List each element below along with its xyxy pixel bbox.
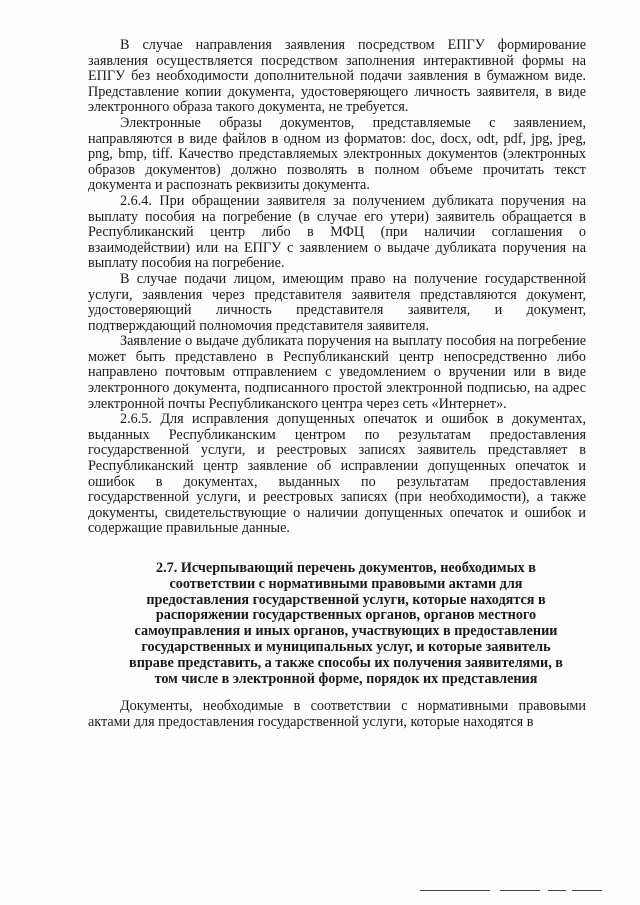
footer-line	[572, 890, 602, 891]
paragraph-2-6-4: 2.6.4. При обращении заявителя за получением дубликата поручения на выплату пособия на погребение (в случае его утери) заявитель обращается в Республиканский центр либо в МФЦ (при наличии соглашения о взаимодействии) или на ЕПГУ с заявлением о выдаче дубликата поручения на выплату пособия на погребение.	[88, 192, 586, 272]
section-heading-2-7: 2.7. Исчерпывающий перечень документов, необходимых в соответствии с нормативными правовыми актами для предоставления государственной услуги, которые находятся в распоряжении государственных органов, органов местного самоуправления и иных органов, участвующих в предоставлении государственных и муниципальных услуг, и которые заявитель вправе представить, а также способы их получения заявителями, в том числе в электронной форме, порядок их представления	[129, 560, 563, 687]
footer-line	[500, 890, 540, 891]
paragraph-duplicate-application: Заявление о выдаче дубликата поручения на выплату пособия на погребение может быть представлено в Республиканский центр непосредственно либо направлено почтовым отправлением с уведомлением о вручении или в виде электронного документа, подписанного простой электронной подписью, на адрес электронной почты Республиканского центра через сеть «Интернет».	[88, 333, 586, 412]
paragraph-electronic-formats: Электронные образы документов, представляемые с заявлением, направляются в виде файлов в одном из форматов: doc, docx, odt, pdf, jpg, jpeg, png, bmp, tiff. Качество представляемых электронных документов (электронных образов документов) должно позволять в полном объеме прочитать текст документа и распознать реквизиты документа.	[88, 114, 586, 194]
footer-line	[548, 890, 566, 891]
paragraph-representative: В случае подачи лицом, имеющим право на получение государственной услуги, заявления через представителя заявителя представляются документ, удостоверяющий личность представителя заявителя, и документ, подтверждающий полномочия представителя заявителя.	[88, 270, 586, 334]
footer-line	[420, 890, 490, 891]
document-body	[88, 38, 586, 731]
paragraph-epgu-submission: В случае направления заявления посредством ЕПГУ формирование заявления осуществляется посредством заполнения интерактивной формы на ЕПГУ без необходимости дополнительной подачи заявления в бумажном виде. Представление копии документа, удостоверяющего личность заявителя, в виде электронного образа такого документа, не требуется.	[88, 37, 586, 116]
footer-scan-marks	[0, 880, 640, 900]
paragraph-documents-intro: Документы, необходимые в соответствии с нормативными правовыми актами для предоставления государственной услуги, которые находятся в	[88, 698, 586, 730]
paragraph-2-6-5: 2.6.5. Для исправления допущенных опечаток и ошибок в документах, выданных Республиканским центром по результатам предоставления государственной услуги, и реестровых записях заявитель представляет в Республиканский центр заявление об исправлении допущенных опечаток и ошибок в документах, выданных по результатам предоставления государственной услуги, и реестровых записях (при необходимости), а также документы, свидетельствующие о наличии допущенных опечаток и ошибок и содержащие правильные данные.	[88, 411, 586, 537]
